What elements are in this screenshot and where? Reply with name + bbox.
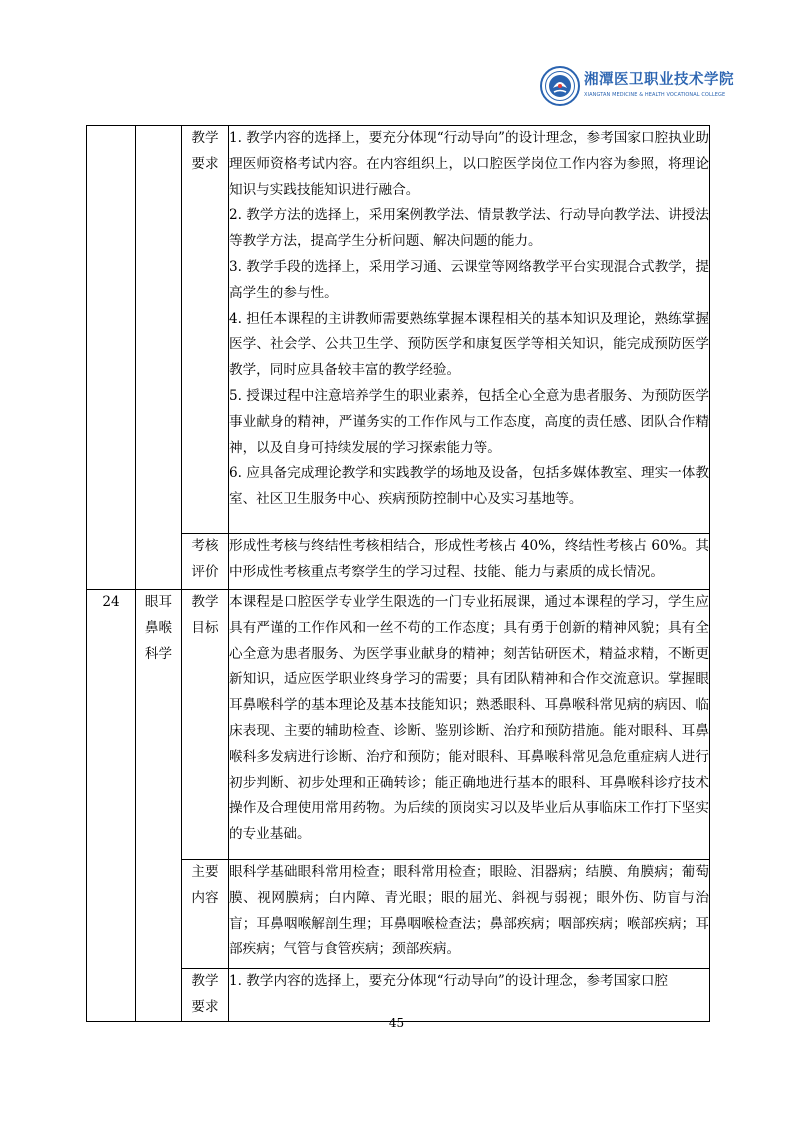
content-label: 主要内容 (191, 864, 219, 906)
course-table (86, 125, 710, 1022)
page-number: 45 (388, 1016, 405, 1030)
objectives-text: 本课程是口腔医学专业学生限选的一门专业拓展课，通过本课程的学习，学生应具有严谨的工作作风和一丝不苟的工作态度；具有勇于创新的精神风貌；具有全心全意为患者服务、为医学事业献身的精神；刻苦钻研医术，精益求精，不断更新知识，适应医学职业终身学习的需要；具有团队精神和合作交流意识。掌握眼耳鼻喉科学的基本理论及基本技能知识；熟悉眼科、耳鼻喉科常见病的病因、临床表现、主要的辅助检查、诊断、鉴别诊断、治疗和预防措施。能对眼科、耳鼻喉科多发病进行诊断、治疗和预防；能对眼科、耳鼻喉科常见急危重症病人进行初步判断、初步处理和正确转诊；能正确地进行基本的眼科、耳鼻喉科诊疗技术操作及合理使用常用药物。为后续的顶岗实习以及毕业后从事临床工作打下坚实的专业基础。 (229, 594, 709, 843)
requirement-item: 5. 授课过程中注意培养学生的职业素养，包括全心全意为患者服务、为预防医学事业献身的精神，严谨务实的工作作风与工作态度，高度的责任感、团队合作精神，以及自身可持续发展的学习探索能力等。 (229, 387, 709, 456)
course-name: 眼耳鼻喉科学 (144, 594, 173, 662)
course-name-cell (136, 590, 182, 1022)
requirement-item: 1. 教学内容的选择上，要充分体现“行动导向”的设计理念，参考国家口腔执业助理医师资格考试内容。在内容组织上，以口腔医学岗位工作内容为参照，将理论知识与实践技能知识进行融合。 (229, 130, 709, 198)
content-label-cell (182, 860, 229, 969)
table-row (87, 590, 710, 860)
college-seal-icon (540, 66, 580, 106)
requirement-item: 2. 教学方法的选择上，采用案例教学法、情景教学法、行动导向教学法、讲授法等教学方法，提高学生分析问题、解决问题的能力。 (229, 207, 709, 250)
requirements-label-cell (182, 126, 229, 534)
course-number-cell (87, 590, 136, 1022)
requirements-cell-2 (229, 969, 710, 1022)
assessment-label: 考核评价 (191, 538, 219, 580)
objectives-label-cell (182, 590, 229, 860)
objectives-cell (229, 590, 710, 860)
objectives-label: 教学目标 (191, 594, 219, 636)
requirement-item: 1. 教学内容的选择上，要充分体现“行动导向”的设计理念，参考国家口腔 (229, 973, 669, 989)
content-cell (229, 860, 710, 969)
prev-course-number-cell (87, 126, 136, 590)
course-number: 24 (102, 594, 120, 610)
assessment-text: 形成性考核与终结性考核相结合，形成性考核占 40%，终结性考核占 60%。其中形成性考核重点考察学生的学习过程、技能、能力与素质的成长情况。 (229, 538, 709, 580)
assessment-cell (229, 534, 710, 590)
college-name-en: XIANGTAN MEDICINE & HEALTH VOCATIONAL COLLEGE (584, 92, 726, 98)
table-row (87, 126, 710, 534)
requirements-label-2: 教学要求 (191, 973, 219, 1015)
requirement-item: 3. 教学手段的选择上，采用学习通、云课堂等网络教学平台实现混合式教学，提高学生的参与性。 (229, 258, 709, 301)
college-name-cn: 湘潭医卫职业技术学院 (584, 72, 734, 88)
requirements-label: 教学要求 (191, 130, 219, 172)
requirements-label-cell-2 (182, 969, 229, 1022)
requirements-cell (229, 126, 710, 534)
requirement-item: 6. 应具备完成理论教学和实践教学的场地及设备，包括多媒体教室、理实一体教室、社区卫生服务中心、疾病预防控制中心及实习基地等。 (229, 465, 709, 508)
content-text: 眼科学基础眼科常用检查；眼科常用检查；眼睑、泪器病；结膜、角膜病；葡萄膜、视网膜病；白内障、青光眼；眼的屈光、斜视与弱视；眼外伤、防盲与治盲；耳鼻咽喉解剖生理；耳鼻咽喉检查法；鼻部疾病；咽部疾病；喉部疾病；耳部疾病；气管与食管疾病；颈部疾病。 (229, 864, 709, 958)
prev-course-name-cell (136, 126, 182, 590)
assessment-label-cell (182, 534, 229, 590)
requirement-item: 4. 担任本课程的主讲教师需要熟练掌握本课程相关的基本知识及理论，熟练掌握医学、社会学、公共卫生学、预防医学和康复医学等相关知识，能完成预防医学教学，同时应具备较丰富的教学经验。 (229, 310, 709, 379)
college-logo (540, 66, 734, 106)
